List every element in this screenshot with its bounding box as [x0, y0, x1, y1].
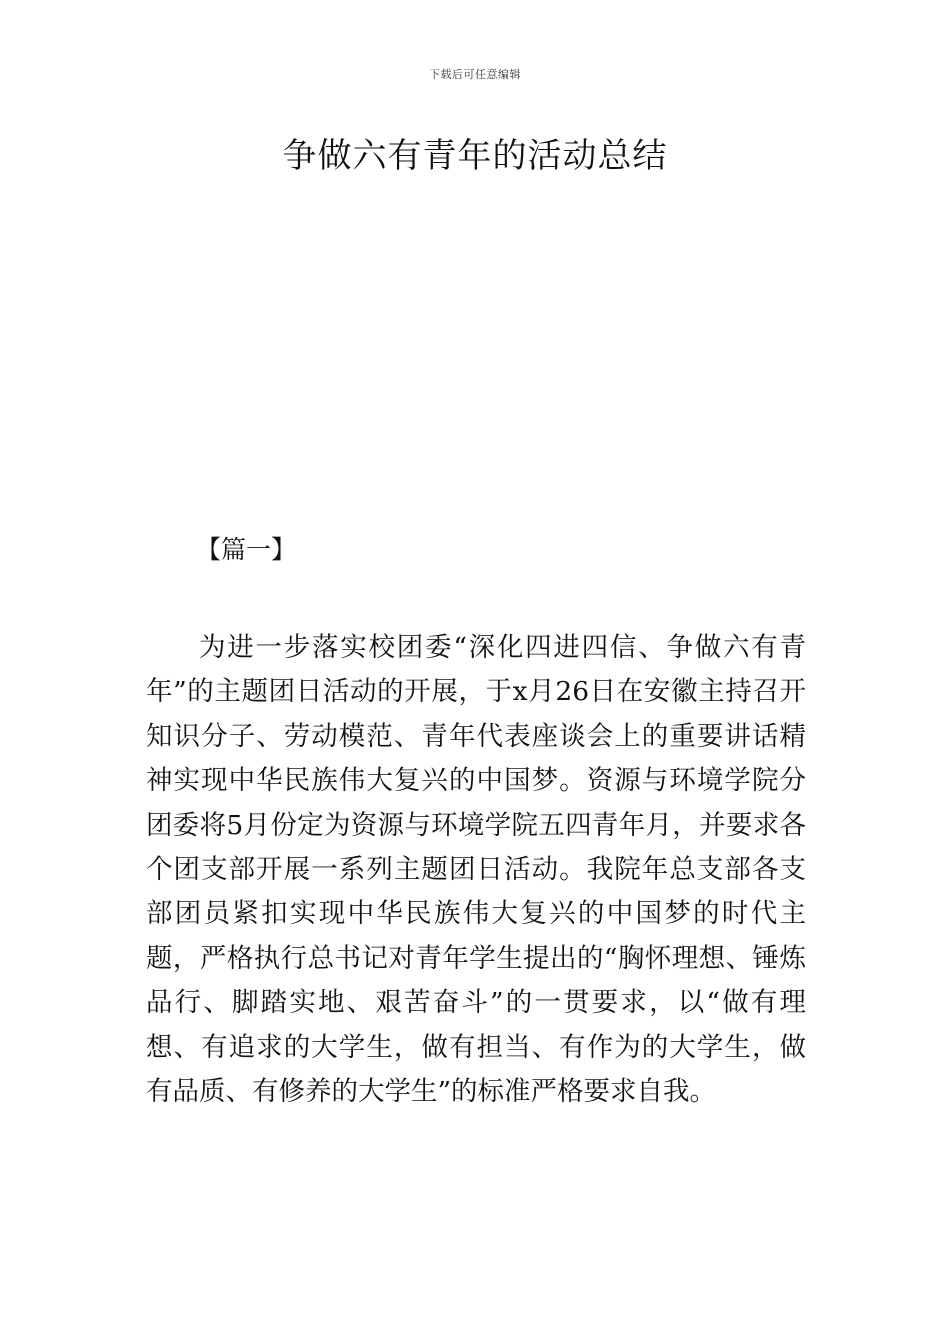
- body-paragraph: 为进一步落实校团委“深化四进四信、争做六有青年”的主题团日活动的开展，于x月26日在安徽主持召开知识分子、劳动模范、青年代表座谈会上的重要讲话精神实现中华民族伟大复兴的中国梦。资源与环境学院分团委将5月份定为资源与环境学院五四青年月，并要求各个团支部开展一系列主题团日活动。我院年总支部各支部团员紧扣实现中华民族伟大复兴的中国梦的时代主题，严格执行总书记对青年学生提出的“胸怀理想、锤炼品行、脚踏实地、艰苦奋斗”的一贯要求，以“做有理想、有追求的大学生，做有担当、有作为的大学生，做有品质、有修养的大学生”的标准严格要求自我。: [146, 632, 806, 1108]
- section-label: 【篇一】: [196, 535, 297, 564]
- document-title: 争做六有青年的活动总结: [282, 136, 668, 176]
- header-note: 下载后可任意编辑: [429, 68, 521, 81]
